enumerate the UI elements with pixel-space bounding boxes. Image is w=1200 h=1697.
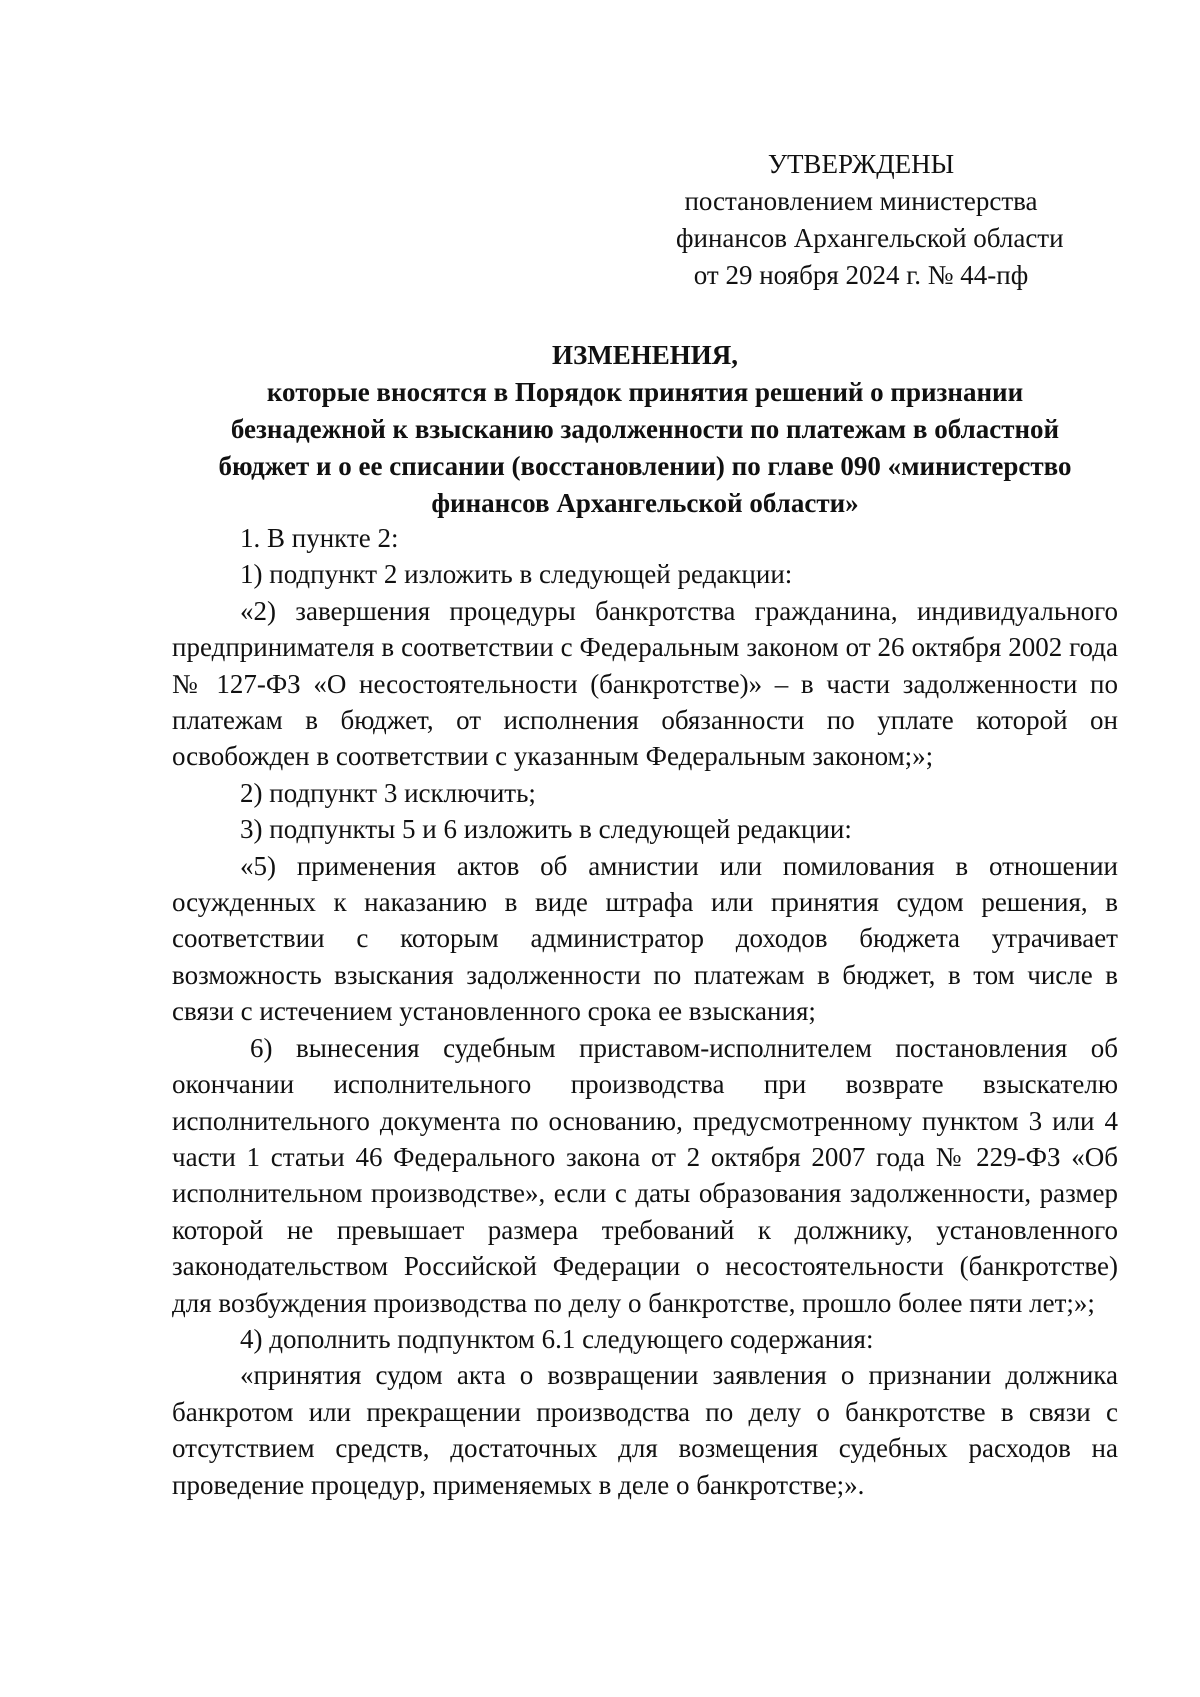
paragraph-quote-6-1: «принятия судом акта о возвращении заявления о признании должника банкротом или прекращении производства по делу о банкротстве в связи с отсутствием средств, достаточных для возмещения судебных расходов на проведение процедур, применяемых в деле о банкротстве;». [172,1360,1118,1500]
title-line: безнадежной к взысканию задолженности по платежам в областной [230,414,1060,444]
paragraph-subitem-1: 1) подпункт 2 изложить в следующей редакции: [240,559,793,590]
approval-line: постановлением министерства [684,186,1038,216]
paragraph-quote-5: «5) применения актов об амнистии или помилования в отношении осужденных к наказанию в виде штрафа или принятия судом решения, в соответствии с которым администратор доходов бюджета утрачивает возможность взыскания задолженности по платежам в бюджет, в том числе в связи с истечением установленного срока ее взыскания; [172,850,1118,1027]
title-line: финансов Архангельской области» [431,488,859,518]
approval-stamp [676,146,1064,294]
approval-line: финансов Архангельской области [676,223,1064,253]
document-title [172,337,1118,522]
paragraph-subitem-3: 3) подпункты 5 и 6 изложить в следующей редакции: [240,814,852,845]
document-body [172,520,1118,1503]
paragraph-item-1: 1. В пункте 2: [240,523,399,553]
approval-date-number: от 29 ноября 2024 г. № 44-пф [693,260,1029,290]
paragraph-quote-6: 6) вынесения судебным приставом-исполнителем постановления об окончании исполнительного производства при возврате взыскателю исполнительного документа по основанию, предусмотренному пунктом 3 или 4 части 1 статьи 46 Федерального закона от 2 октября 2007 года № 229-ФЗ «Об исполнительном производстве», если с даты образования задолженности, размер которой не превышает размера требований к должнику, установленного законодательством Российской Федерации о несостоятельности (банкротстве) для возбуждения производства по делу о банкротстве, прошло более пяти лет;»; [172,1032,1118,1318]
paragraph-subitem-2: 2) подпункт 3 исключить; [240,777,536,808]
title-heading: ИЗМЕНЕНИЯ, [551,340,738,370]
paragraph-quote-2: «2) завершения процедуры банкротства гражданина, индивидуального предпринимателя в соответствии с Федеральным законом от 26 октября 2002 года № 127-ФЗ «О несостоятельности (банкротстве)» – в части задолженности по платежам в бюджет, от исполнения обязанности по уплате которой он освобожден в соответствии с указанным Федеральным законом;»; [172,595,1118,772]
title-line: которые вносятся в Порядок принятия решений о признании [266,377,1024,407]
paragraph-subitem-4: 4) дополнить подпунктом 6.1 следующего содержания: [240,1323,874,1354]
approval-heading: УТВЕРЖДЕНЫ [767,149,955,179]
title-line: бюджет и о ее списании (восстановлении) по главе 090 «министерство [218,451,1072,481]
